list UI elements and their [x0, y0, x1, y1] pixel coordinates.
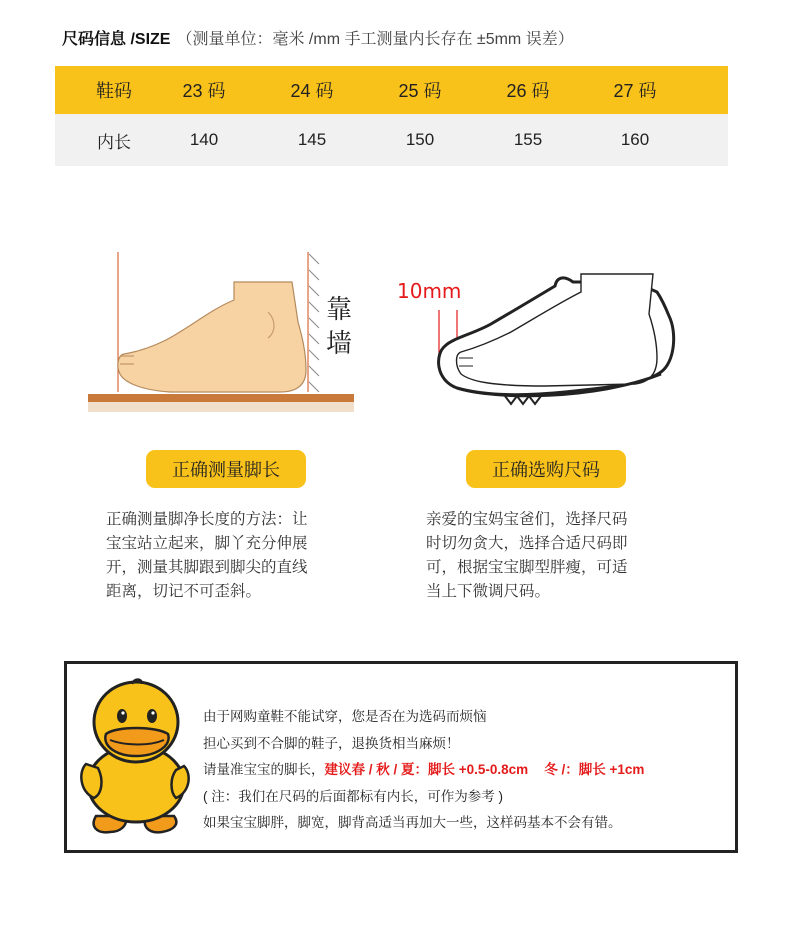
table-header-row [55, 66, 728, 114]
table-header-cell: 鞋码 [96, 81, 132, 101]
table-cell: 140 [189, 130, 219, 149]
size-info-header [62, 26, 574, 49]
size-advice-description: 亲爱的宝妈宝爸们，选择尺码 时切勿贪大，选择合适尺码即 可，根据宝宝脚型胖瘦，可适 当上下微调尺码。 [426, 511, 628, 600]
table-header-cell: 27 码 [613, 81, 657, 101]
notice-line: ( 注：我们在尺码的后面都标有内长，可作为参考 ) [203, 788, 503, 804]
table-cell: 160 [620, 130, 650, 149]
wall-hatch [309, 252, 319, 392]
gap-label: 10mm [397, 279, 462, 303]
correct-size-button[interactable]: 正确选购尺码 [466, 450, 626, 488]
notice-text [203, 704, 644, 837]
notice-line: 如果宝宝脚胖，脚宽，脚背高适当再加大一些，这样码基本不会有错。 [203, 815, 622, 830]
notice-line: 请量准宝宝的脚长，建议春 / 秋 / 夏：脚长 +0.5-0.8cm 冬 /：脚长 +1cm [203, 762, 645, 777]
table-header-cell: 23 码 [182, 81, 226, 101]
table-header-cell: 25 码 [398, 81, 442, 101]
table-header-cell: 26 码 [506, 81, 550, 101]
foot-shape [118, 282, 306, 392]
table-cell: 150 [405, 130, 435, 149]
correct-measure-button[interactable]: 正确测量脚长 [146, 450, 306, 488]
table-cell: 内长 [97, 132, 131, 152]
floor [88, 394, 354, 402]
notice-line: 由于网购童鞋不能试穿，您是否在为选码而烦恼 [203, 709, 487, 724]
measure-description: 正确测量脚净长度的方法：让 宝宝站立起来，脚丫充分伸展 开，测量其脚跟到脚尖的直线 距离，切记不可歪斜。 [106, 511, 308, 600]
notice-line: 担心买到不合脚的鞋子，退换货相当麻烦！ [203, 735, 460, 751]
size-title: 尺码信息 /SIZE [62, 31, 171, 48]
table-row [55, 114, 728, 166]
size-note: （测量单位：毫米 /mm 手工测量内长存在 ±5mm 误差） [176, 31, 574, 48]
wall-label: 靠 [326, 295, 353, 325]
winter-advice: 冬 /：脚长 +1cm [544, 762, 645, 777]
duck-mascot-icon [76, 676, 196, 838]
shoe-fit-illustration [395, 262, 695, 412]
wall-label: 墙 [326, 329, 353, 359]
table-cell: 145 [297, 130, 327, 149]
foot-measure-illustration [80, 240, 370, 420]
season-advice: 建议春 / 秋 / 夏：脚长 +0.5-0.8cm [324, 762, 529, 777]
table-header-cell: 24 码 [290, 81, 334, 101]
table-cell: 155 [513, 130, 543, 149]
size-table [55, 66, 728, 166]
